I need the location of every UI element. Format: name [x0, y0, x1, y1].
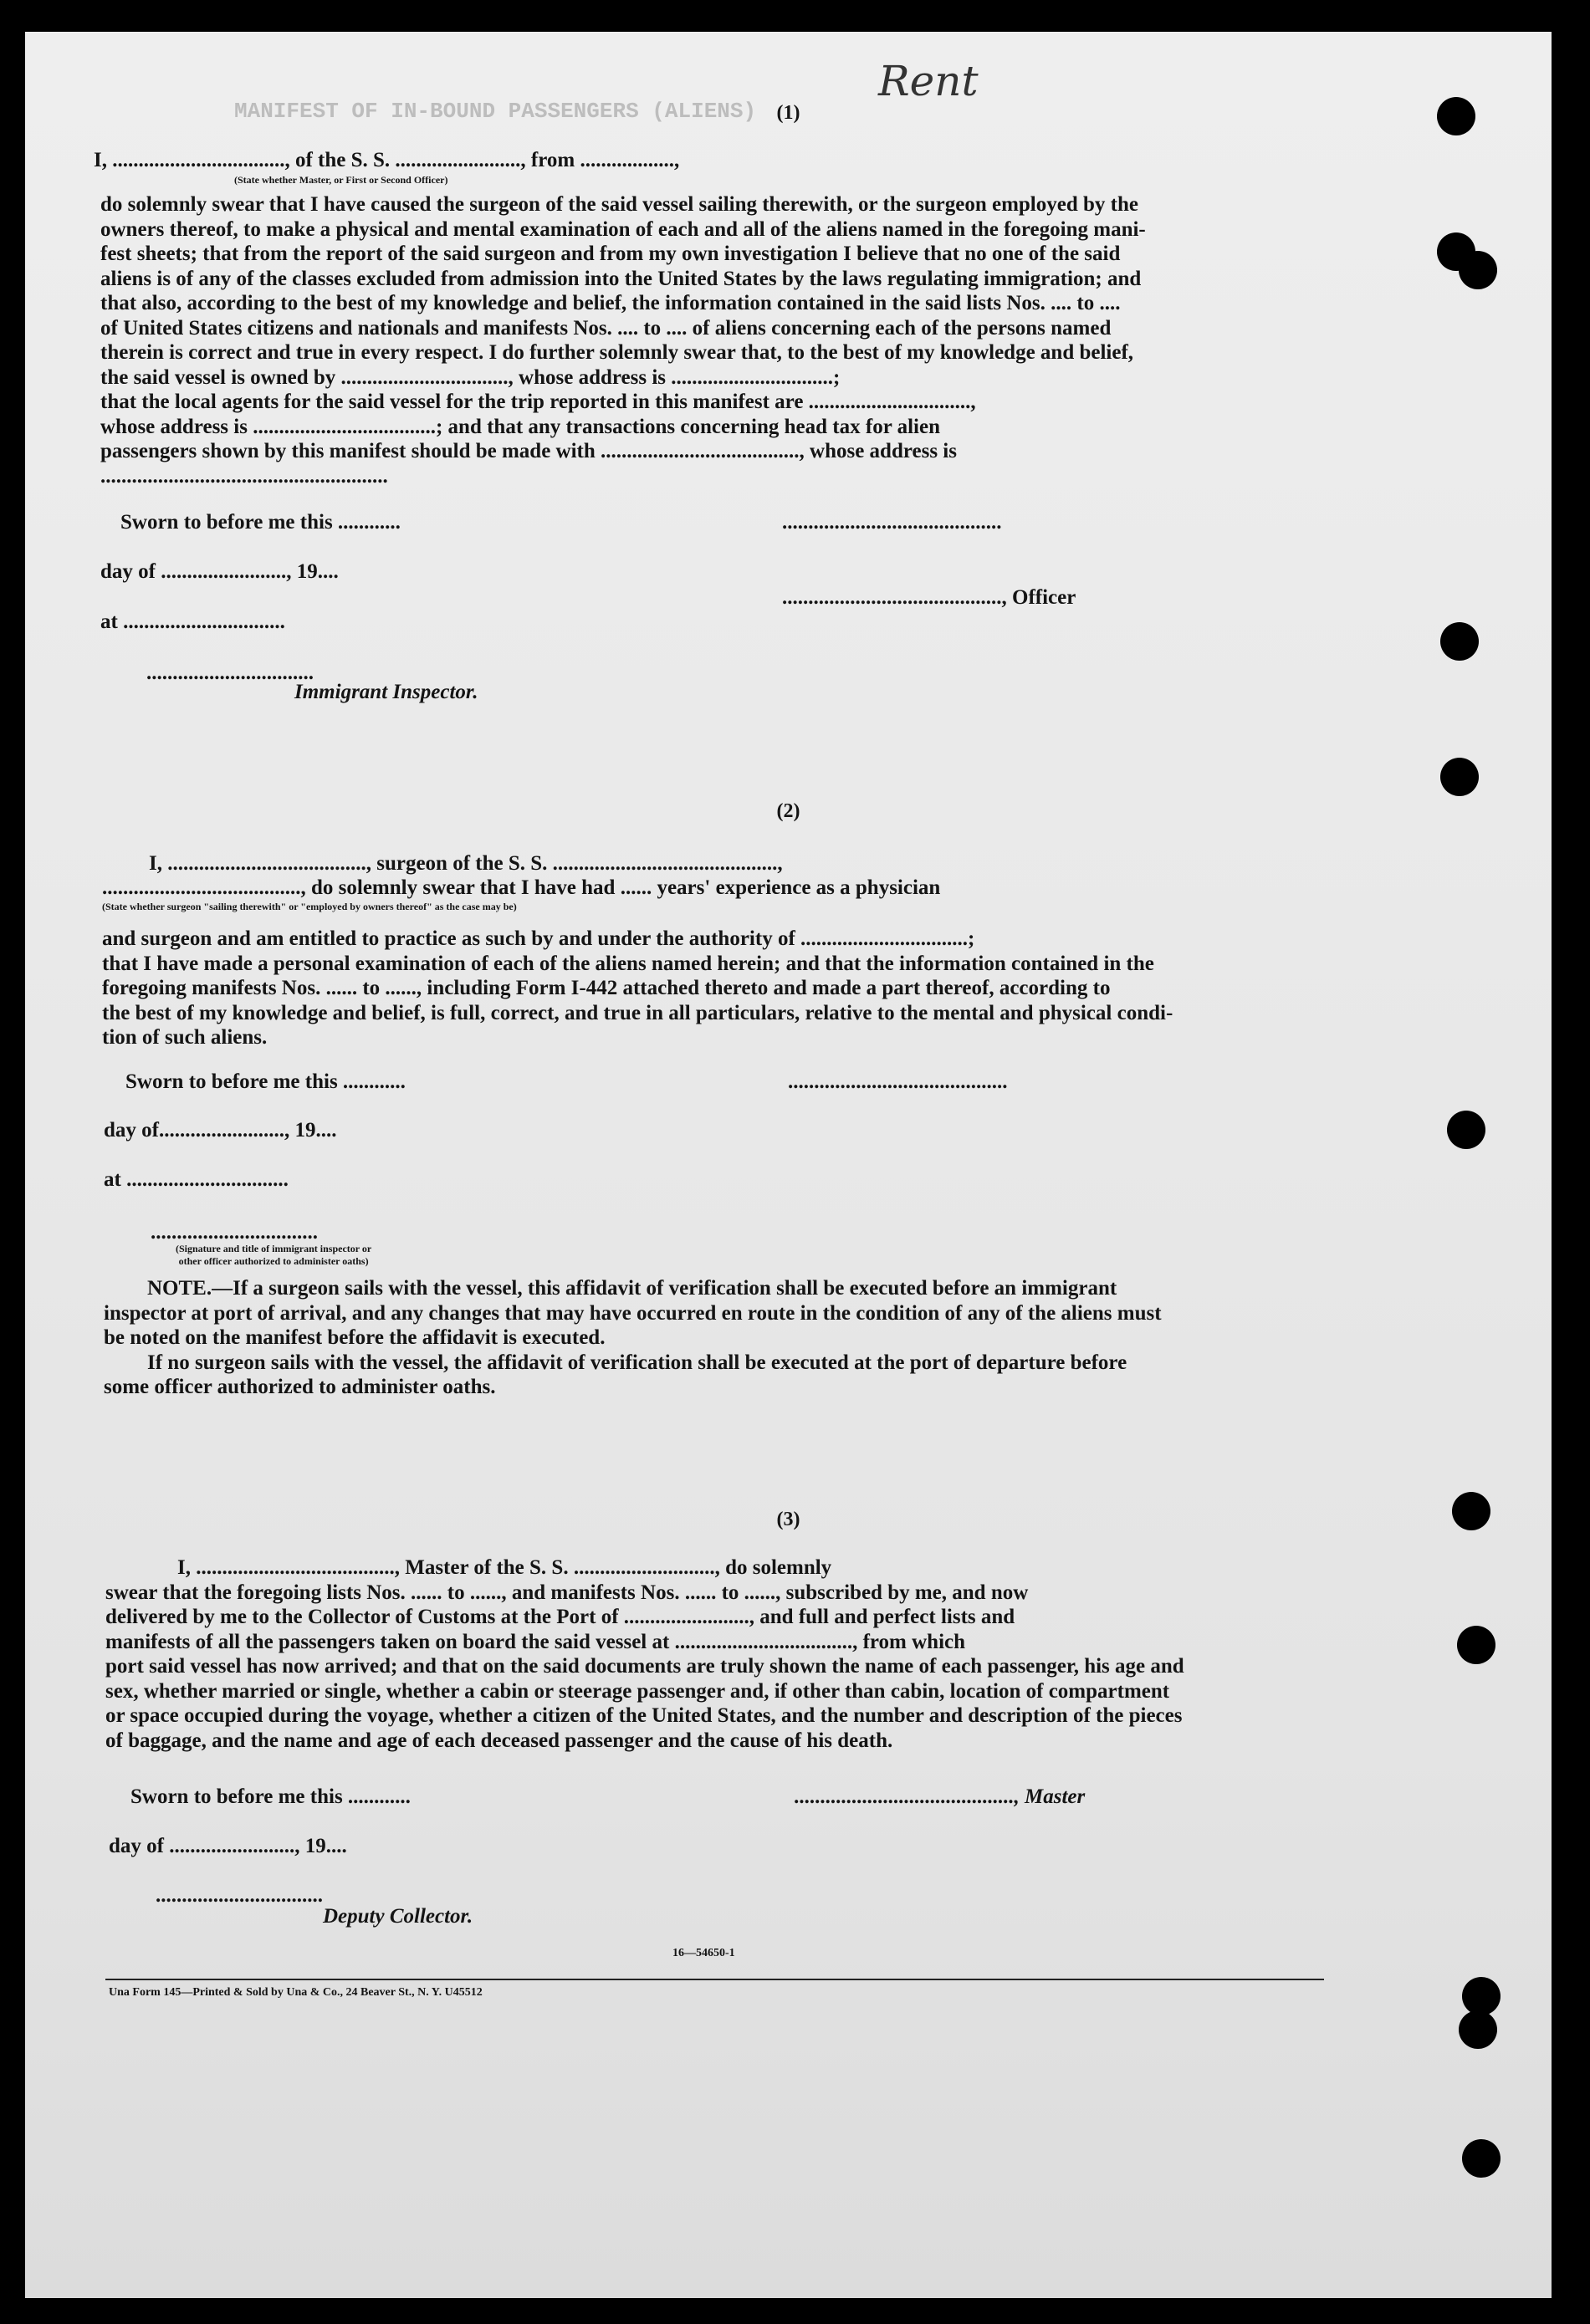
section1-body-line: .......................................................	[100, 464, 388, 488]
section2-sworn: Sworn to before me this ............	[125, 1070, 406, 1093]
section1-body-line: whose address is ...................................; and that any transactions concerning head tax for alien	[100, 415, 940, 438]
section3-body-line: sex, whether married or single, whether a cabin or steerage passenger and, if other than cabin, location of compartment	[105, 1679, 1170, 1703]
section3-body-line: delivered by me to the Collector of Customs at the Port of ........................, and full and perfect lists and	[105, 1606, 1015, 1628]
footer-rule	[105, 1979, 1324, 1980]
punch-hole	[1462, 2139, 1501, 2178]
section3-body-line: port said vessel has now arrived; and that on the said documents are truly shown the name of each passenger, his age and	[105, 1655, 1184, 1678]
section2-body-line: foregoing manifests Nos. ...... to ......, including Form I-442 attached thereto and made a part thereof, according to	[102, 977, 1111, 999]
section3-body-line: or space occupied during the voyage, whether a citizen of the United States, and the number and description of the pieces	[105, 1704, 1183, 1727]
section3-master-line	[795, 1785, 1085, 1809]
section3-collector-title: Deputy Collector.	[323, 1905, 473, 1928]
handwritten-note: Rent	[878, 57, 979, 105]
section2-note	[104, 1276, 1392, 1400]
section3-master-line-text: .........................................., Master	[795, 1785, 1086, 1808]
punch-hole	[1459, 2010, 1497, 2049]
section3-body	[105, 1555, 1398, 1753]
section1-body-line: therein is correct and true in every respect. I do further solemnly swear that, to the best of my knowledge and belief,	[100, 341, 1134, 364]
section1-inspector-title: Immigrant Inspector.	[294, 681, 478, 703]
section2-line1: I, ......................................, surgeon of the S. S. ...........................................,	[149, 852, 783, 875]
section2-note-line: If no surgeon sails with the vessel, the affidavit of verification shall be executed at the port of departure before	[147, 1351, 1127, 1374]
punch-hole	[1437, 97, 1475, 135]
section3-body-line: swear that the foregoing lists Nos. ...... to ......, and manifests Nos. ...... to ......, subscribed by me, and now	[105, 1581, 1029, 1604]
section2-body-line: and surgeon and am entitled to practice as such by and under the authority of ................................;	[102, 927, 975, 950]
section1-body-line: fest sheets; that from the report of the said surgeon and from my own investigation I believe that no one of the said	[100, 243, 1121, 265]
section1-body-line: that also, according to the best of my knowledge and belief, the information contained in the said lists Nos. .... to ....	[100, 292, 1121, 314]
section2-signature-caption-line: (Signature and title of immigrant inspector or	[176, 1243, 372, 1254]
section2-note-line: some officer authorized to administer oaths.	[104, 1376, 496, 1398]
punch-hole	[1440, 622, 1479, 661]
section2-body-line: that I have made a personal examination of each of the aliens named herein; and that the information contained in the	[102, 952, 1154, 975]
section3-day: day of ........................, 19....	[109, 1835, 347, 1857]
section2-note-line: inspector at port of arrival, and any changes that may have occurred en route in the condition of any of the aliens must	[104, 1301, 1162, 1325]
punch-hole	[1447, 1111, 1485, 1149]
section1-body-line: that the local agents for the said vessel for the trip reported in this manifest are ...............................,	[100, 391, 976, 413]
section1-body-line: of United States citizens and nationals and manifests Nos. .... to .... of aliens concerning each of the persons named	[100, 316, 1112, 340]
section1-inspector-dots: ................................	[146, 661, 314, 684]
printer-footer: Una Form 145—Printed & Sold by Una & Co., 24 Beaver St., N. Y. U45512	[109, 1986, 483, 1999]
section1-officer-line: .........................................., Officer	[782, 586, 1076, 609]
section2-body	[102, 927, 1390, 1050]
section3-heading: (3)	[776, 1509, 800, 1530]
section1-body-line: aliens is of any of the classes excluded from admission into the United States by the laws regulating immigration; and	[100, 267, 1142, 290]
section1-body-line: the said vessel is owned by ................................, whose address is ...............................;	[100, 365, 841, 389]
punch-hole	[1440, 758, 1479, 796]
section2-day: day of........................, 19....	[104, 1119, 337, 1142]
section2-note-line: be noted on the manifest before the affidavit is executed.	[104, 1326, 606, 1349]
section2-note-line: NOTE.—If a surgeon sails with the vessel, this affidavit of verification shall be executed before an immigrant	[147, 1277, 1117, 1300]
section2-signature-caption-line: other officer authorized to administer oaths)	[178, 1255, 369, 1267]
section2-signature-caption	[176, 1243, 371, 1268]
section1-sworn: Sworn to before me this ............	[120, 511, 401, 534]
section1-at: at ...............................	[100, 610, 285, 633]
section1-body-line: passengers shown by this manifest should be made with ......................................, whose address is	[100, 440, 957, 462]
section2-body-line: tion of such aliens.	[102, 1026, 268, 1049]
punch-hole	[1452, 1492, 1490, 1530]
section1-line1: I, ................................., of the S. S. ........................, from ..................,	[94, 149, 680, 171]
section2-at: at ...............................	[104, 1168, 289, 1191]
manifest-affidavit-page	[25, 32, 1552, 2298]
section1-body-line: do solemnly swear that I have caused the surgeon of the said vessel sailing therewith, or the surgeon employed by the	[100, 193, 1138, 216]
section2-caption: (State whether surgeon "sailing therewith" or "employed by owners thereof" as the case may be)	[102, 901, 517, 912]
punch-hole	[1462, 1977, 1501, 2015]
section3-body-line: I, ......................................, Master of the S. S. ..........................., do solemnly	[177, 1556, 832, 1579]
section3-collector-dots: ................................	[156, 1884, 323, 1907]
section1-signature-line: ..........................................	[782, 511, 1002, 534]
punch-hole	[1457, 1626, 1495, 1664]
section3-body-line: of baggage, and the name and age of each deceased passenger and the cause of his death.	[105, 1729, 893, 1752]
section1-day: day of ........................, 19....	[100, 560, 339, 583]
bleed-through-text: MANIFEST OF IN-BOUND PASSENGERS (ALIENS)	[234, 99, 757, 124]
section2-line2: ......................................, do solemnly swear that I have had ...... years' experience as a physician	[102, 876, 941, 899]
section1-heading: (1)	[776, 102, 800, 124]
section2-signature-line: ..........................................	[788, 1070, 1008, 1093]
form-code: 16—54650-1	[672, 1947, 735, 1959]
section1-body	[100, 192, 1384, 488]
section1-body-line: owners thereof, to make a physical and mental examination of each and all of the aliens named in the foregoing mani-	[100, 217, 1146, 241]
punch-hole	[1459, 251, 1497, 289]
section1-caption: (State whether Master, or First or Second Officer)	[234, 174, 448, 186]
section2-signature-dots: ................................	[151, 1221, 318, 1244]
section2-body-line: the best of my knowledge and belief, is full, correct, and true in all particulars, relative to the mental and physical condi-	[102, 1001, 1173, 1024]
section2-heading: (2)	[776, 800, 800, 822]
section3-body-line: manifests of all the passengers taken on board the said vessel at .................................., from which	[105, 1630, 966, 1653]
section3-sworn: Sworn to before me this ............	[130, 1785, 411, 1808]
